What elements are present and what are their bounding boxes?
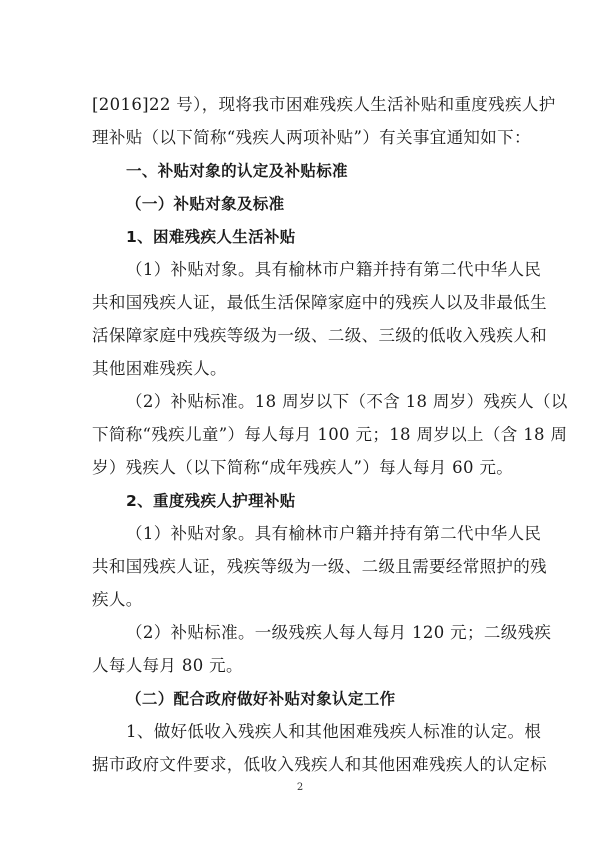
paragraph-line: 1、做好低收入残疾人和其他困难残疾人标准的认定。根 — [126, 722, 542, 741]
paragraph-line: 人每人每月 80 元。 — [92, 656, 243, 675]
paragraph-line: [2016]22 号），现将我市困难残疾人生活补贴和重度残疾人护 — [92, 95, 556, 114]
subsection-heading: （一）补贴对象及标准 — [126, 195, 285, 213]
page-number: 2 — [296, 782, 304, 793]
paragraph-line: 活保障家庭中残疾等级为一级、二级、三级的低收入残疾人和 — [92, 326, 547, 345]
paragraph-line: 理补贴（以下简称“残疾人两项补贴”）有关事宜通知如下： — [92, 128, 531, 147]
paragraph-line: 其他困难残疾人。 — [92, 359, 227, 378]
paragraph-line: 下简称“残疾儿童”）每人每月 100 元；18 周岁以上（含 18 周 — [92, 425, 568, 444]
paragraph-line: （2）补贴标准。一级残疾人每人每月 120 元；二级残疾 — [126, 623, 552, 642]
paragraph-line: （2）补贴标准。18 周岁以下（不含 18 周岁）残疾人（以 — [126, 392, 568, 411]
paragraph-line: 疾人。 — [92, 590, 143, 609]
paragraph-line: 据市政府文件要求，低收入残疾人和其他困难残疾人的认定标 — [92, 755, 547, 774]
item-heading: 1、困难残疾人生活补贴 — [126, 228, 296, 246]
section-heading: 一、补贴对象的认定及补贴标准 — [126, 162, 348, 180]
paragraph-line: （1）补贴对象。具有榆林市户籍并持有第二代中华人民 — [126, 524, 542, 543]
paragraph-line: 岁）残疾人（以下简称“成年残疾人”）每人每月 60 元。 — [92, 458, 514, 477]
paragraph-line: （1）补贴对象。具有榆林市户籍并持有第二代中华人民 — [126, 260, 542, 279]
paragraph-line: 共和国残疾人证，残疾等级为一级、二级且需要经常照护的残 — [92, 557, 547, 576]
item-heading: 2、重度残疾人护理补贴 — [126, 492, 296, 510]
subsection-heading: （二）配合政府做好补贴对象认定工作 — [126, 690, 396, 708]
paragraph-line: 共和国残疾人证，最低生活保障家庭中的残疾人以及非最低生 — [92, 293, 547, 312]
